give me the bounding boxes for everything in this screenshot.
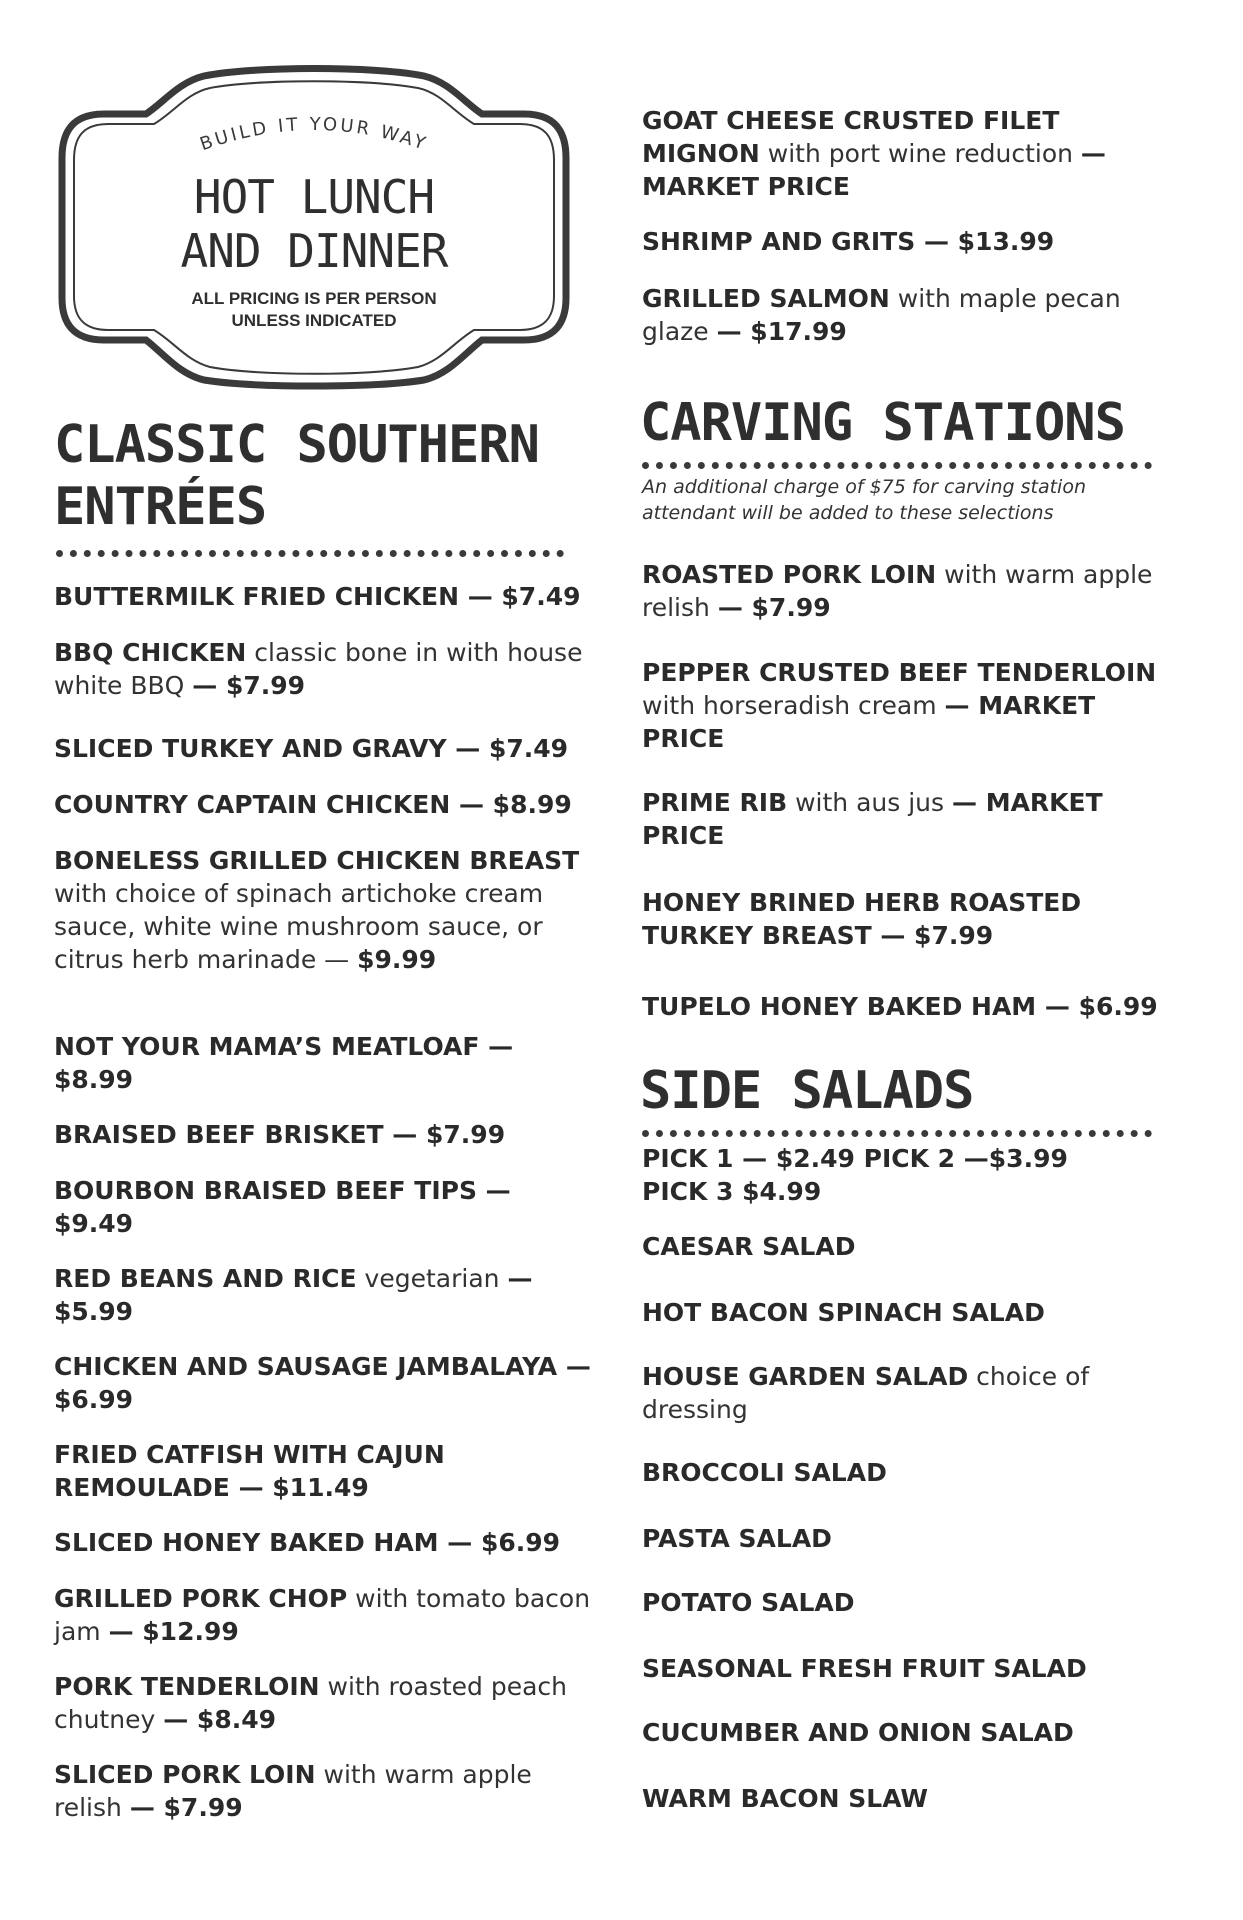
menu-item (642, 1586, 1162, 1619)
menu-item-name: SLICED PORK LOIN (54, 1760, 316, 1789)
menu-item-price: — $7.99 (717, 593, 831, 622)
menu-item (642, 656, 1182, 755)
section-divider (642, 1130, 1152, 1137)
menu-item (54, 1118, 594, 1151)
menu-item-name: PASTA SALAD (642, 1524, 832, 1553)
menu-item-price: — MARKET PRICE (642, 139, 1106, 201)
menu-item-name: CHICKEN AND SAUSAGE JAMBALAYA — $6.99 (54, 1352, 591, 1414)
menu-item-price: — $5.99 (54, 1264, 533, 1326)
menu-item-name: GOAT CHEESE CRUSTED FILET MIGNON (642, 106, 1060, 168)
menu-item-name: HOUSE GARDEN SALAD (642, 1362, 969, 1391)
menu-item-description: with warm apple relish (642, 560, 1153, 622)
menu-item (642, 990, 1182, 1023)
menu-item-name: BBQ CHICKEN (54, 638, 247, 667)
menu-item-description: choice of dressing (642, 1362, 1090, 1424)
menu-item-name: BONELESS GRILLED CHICKEN BREAST (54, 846, 580, 875)
menu-item (54, 1438, 594, 1504)
menu-item (642, 1360, 1162, 1426)
menu-item (54, 732, 594, 765)
menu-item (642, 558, 1182, 624)
menu-item (54, 1758, 594, 1824)
menu-item (642, 282, 1162, 348)
menu-item (642, 886, 1182, 952)
menu-item (54, 1526, 594, 1559)
menu-item-description: with roasted peach chutney (54, 1672, 568, 1734)
menu-item-name: GRILLED PORK CHOP (54, 1584, 348, 1613)
menu-item-name: HONEY BRINED HERB ROASTED TURKEY BREAST — $7.99 (642, 888, 1082, 950)
menu-item (54, 580, 594, 613)
menu-item-name: SHRIMP AND GRITS — $13.99 (642, 227, 1055, 256)
menu-item-description: with port wine reduction (759, 139, 1081, 168)
menu-item (54, 788, 594, 821)
menu-item-description: with aus jus (787, 788, 952, 817)
menu-item-price: — MARKET PRICE (642, 788, 1103, 850)
menu-item-description: with tomato bacon jam (54, 1584, 591, 1646)
menu-item (642, 1456, 1162, 1489)
menu-item (642, 225, 1162, 258)
menu-item-description: vegetarian (356, 1264, 508, 1293)
menu-item-name: SLICED TURKEY AND GRAVY — $7.49 (54, 734, 569, 763)
badge-note-line1: ALL PRICING IS PER PERSON (191, 289, 437, 308)
badge-note-line2: UNLESS INDICATED (231, 311, 397, 330)
menu-item (54, 1350, 594, 1416)
menu-item-name: TUPELO HONEY BAKED HAM — $6.99 (642, 992, 1158, 1021)
menu-item (54, 844, 594, 976)
menu-item-description: classic bone in with house white BBQ (54, 638, 583, 700)
menu-item (54, 1670, 594, 1736)
menu-item-price: — $17.99 (716, 317, 847, 346)
menu-item (642, 1296, 1162, 1329)
menu-item (642, 1652, 1162, 1685)
title-badge (54, 62, 574, 390)
menu-item-name: BRAISED BEEF BRISKET — $7.99 (54, 1120, 506, 1149)
menu-item (642, 786, 1182, 852)
menu-item-price: — $8.49 (163, 1705, 276, 1734)
menu-item-name: GRILLED SALMON (642, 284, 890, 313)
carving-title: CARVING STATIONS (640, 393, 1125, 453)
menu-item (54, 636, 594, 702)
menu-item-description: with warm apple relish (54, 1760, 532, 1822)
section-divider (56, 550, 564, 557)
badge-title-line1: HOT LUNCH (193, 170, 435, 224)
menu-item-name: WARM BACON SLAW (642, 1784, 928, 1813)
menu-item-name: PORK TENDERLOIN (54, 1672, 320, 1701)
menu-item (642, 1522, 1162, 1555)
salad-pricing (642, 1142, 1182, 1208)
menu-item-price: — MARKET PRICE (642, 691, 1096, 753)
menu-item-name: BROCCOLI SALAD (642, 1458, 887, 1487)
classic-title-line1: CLASSIC SOUTHERN (54, 415, 539, 475)
carving-note: An additional charge of $75 for carving station attendant will be added to these selections (642, 476, 1086, 524)
menu-item (642, 104, 1162, 203)
salad-pricing-line2: PICK 3 $4.99 (642, 1177, 822, 1206)
section-divider (642, 462, 1152, 469)
menu-item-description: with maple pecan glaze (642, 284, 1121, 346)
menu-item-price: — $12.99 (108, 1617, 239, 1646)
menu-item-name: RED BEANS AND RICE (54, 1264, 357, 1293)
menu-item-name: POTATO SALAD (642, 1588, 855, 1617)
menu-item-name: ROASTED PORK LOIN (642, 560, 937, 589)
menu-item-name: CAESAR SALAD (642, 1232, 856, 1261)
menu-item-name: FRIED CATFISH WITH CAJUN REMOULADE — $11.49 (54, 1440, 445, 1502)
menu-item-name: BUTTERMILK FRIED CHICKEN — $7.49 (54, 582, 581, 611)
classic-title-line2: ENTRÉES (54, 477, 267, 537)
menu-item-price: — $7.99 (129, 1793, 243, 1822)
badge-arc-text: BUILD IT YOUR WAY (197, 113, 431, 156)
menu-item (54, 1174, 594, 1240)
menu-item-name: PEPPER CRUSTED BEEF TENDERLOIN (642, 658, 1157, 687)
menu-item (642, 1782, 1162, 1815)
salads-title: SIDE SALADS (640, 1061, 974, 1121)
menu-item-name: NOT YOUR MAMA’S MEATLOAF — $8.99 (54, 1032, 514, 1094)
menu-item (54, 1262, 594, 1328)
menu-item-price: — $7.99 (192, 671, 306, 700)
menu-item-description: with horseradish cream (642, 691, 945, 720)
menu-item-name: HOT BACON SPINACH SALAD (642, 1298, 1045, 1327)
menu-item-name: CUCUMBER AND ONION SALAD (642, 1718, 1074, 1747)
salad-pricing-line1: PICK 1 — $2.49 PICK 2 —$3.99 (642, 1144, 1068, 1173)
menu-item (642, 1230, 1162, 1263)
badge-title-line2: AND DINNER (180, 224, 448, 278)
menu-item (54, 1030, 594, 1096)
menu-item-name: BOURBON BRAISED BEEF TIPS — $9.49 (54, 1176, 511, 1238)
menu-item (642, 1716, 1162, 1749)
menu-item (54, 1582, 594, 1648)
menu-item-description: with choice of spinach artichoke cream sauce, white wine mushroom sauce, or citrus herb marinade — (54, 879, 544, 974)
menu-item-name: SLICED HONEY BAKED HAM — $6.99 (54, 1528, 561, 1557)
menu-item-price: $9.99 (357, 945, 437, 974)
menu-item-name: COUNTRY CAPTAIN CHICKEN — $8.99 (54, 790, 572, 819)
menu-item-name: SEASONAL FRESH FRUIT SALAD (642, 1654, 1087, 1683)
menu-item-name: PRIME RIB (642, 788, 788, 817)
